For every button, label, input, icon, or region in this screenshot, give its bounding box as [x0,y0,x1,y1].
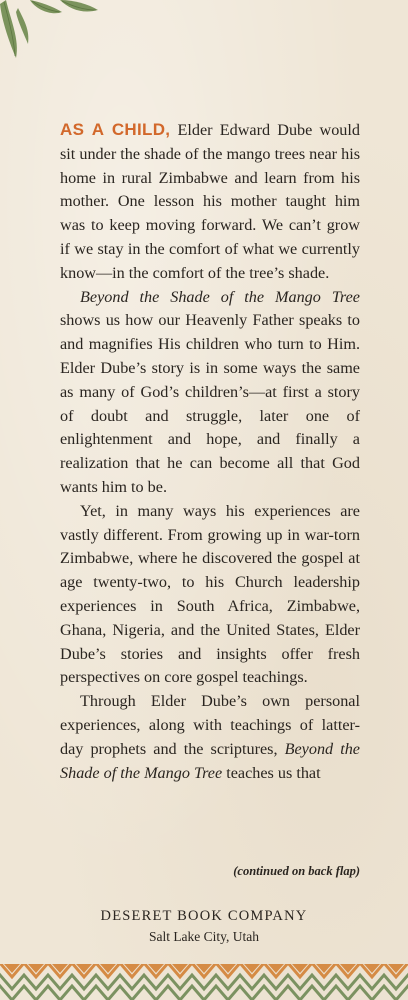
paragraph-4-end: teaches us that [222,763,321,782]
paragraph-2-text: shows us how our Heavenly Father speaks to and magnifies His children who turn to Him. Elder Dube’s story is in some ways the same as many of God’s children’s—at first a story of doubt and struggle, later one of enlightenment and hope, and finally a realization that he can become all that God wants him to be. [60,311,360,496]
continued-note: (continued on back flap) [233,864,360,878]
book-title-2: Beyond the Shade of the Mango Tree [60,739,360,782]
publisher-city: Salt Lake City, Utah [148,929,260,944]
publisher-name: DESERET BOOK COMPANY [100,908,308,924]
mango-leaf-icon [0,0,110,62]
paragraph-4-start: Through Elder Dube’s own personal experiences, along with teachings of latter-day prophets and the scriptures, [60,692,360,758]
paragraph-1-text: Elder Edward Dube would sit under the shade of the mango trees near his home in rural Zimbabwe and learn from his mother. One lesson his mother taught him was to keep moving forward. We can’t grow if we stay in the comfort of what we currently know—in the comfort of the tree’s shade. [60,121,360,282]
book-title: Beyond the Shade of the Mango Tree [80,287,360,306]
flap-copy [60,118,360,785]
zigzag-border-icon [0,964,408,1000]
paragraph-2 [60,286,360,500]
paragraph-4 [60,690,360,785]
paragraph-1 [60,118,360,286]
paragraph-3: Yet, in many ways his experiences are vastly different. From growing up in war-torn Zimbabwe, where he discovered the gospel at age twenty-two, to his Church leadership experiences in South Africa, Zimbabwe, Ghana, Nigeria, and the United States, Elder Dube’s stories and insights offer fresh perspectives on core gospel teachings. [60,501,360,687]
lead-in: AS A CHILD, [60,120,171,139]
